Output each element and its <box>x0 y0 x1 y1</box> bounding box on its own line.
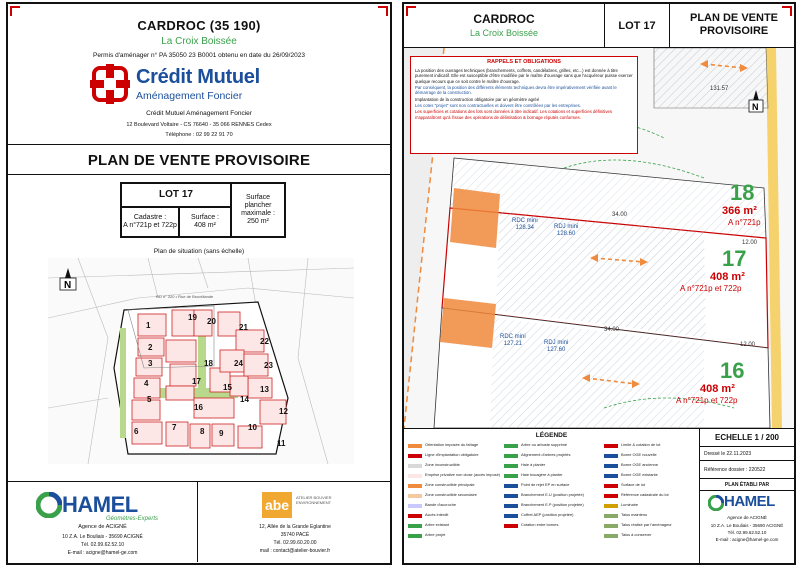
abe-sub: ATELIER BOUVIER ENVIRONNEMENT <box>296 495 332 505</box>
lot-number: 16 <box>194 403 203 412</box>
legend-item: Talus maintenu <box>621 512 648 517</box>
rappel-item: Les cotes "projet" sont non contractuelles et doivent être contrôlées par les entreprises. <box>415 103 581 109</box>
situation-label: Plan de situation (sans échelle) <box>153 248 245 255</box>
lot-number: 2 <box>148 343 153 352</box>
legend-item: Haie à planter <box>521 462 546 467</box>
lot17-number: 17 <box>722 246 747 271</box>
lot-number: 15 <box>223 383 232 392</box>
dimension-label: 12.00 <box>742 240 758 246</box>
commune-title: CARDROC (35 190) <box>137 18 261 33</box>
legend-swatch <box>504 474 518 478</box>
abe-address-2: 35740 PACÉ <box>280 532 310 538</box>
lot-number: 20 <box>207 317 216 326</box>
legend-swatch <box>408 494 422 498</box>
lot-number: 5 <box>147 395 152 404</box>
svg-text:N: N <box>64 280 72 291</box>
legend-item: Borne OGE ancienne <box>621 462 658 467</box>
hamel-name: HAMEL <box>724 493 775 510</box>
legend-item: Ligne d'implantation obligatoire <box>425 452 479 457</box>
legend-swatch <box>604 444 618 448</box>
plan-title: PLAN DE VENTE PROVISOIRE <box>689 12 778 38</box>
legend-swatch <box>604 514 618 518</box>
lot-number: 10 <box>248 423 257 432</box>
legend-swatch <box>504 444 518 448</box>
legend-swatch <box>604 464 618 468</box>
lot-label: LOT 17 <box>121 183 231 207</box>
legend-item: Coffret AEP (position projetée) <box>521 512 574 517</box>
plan-sheet <box>402 2 796 565</box>
lot18-number: 18 <box>730 180 755 205</box>
legend-item: Arbre existant <box>425 522 450 527</box>
legend-swatch <box>408 514 422 518</box>
hamel-phone: Tél. 02.99.62.52.10 <box>727 530 767 535</box>
lot-number: 22 <box>260 337 269 346</box>
hamel-name: HAMEL <box>62 492 138 517</box>
plan-footer <box>404 428 794 563</box>
legend-item: Orientation imposée du faîtage <box>425 442 479 447</box>
dimension-label: 34.00 <box>604 327 620 333</box>
legend-item: Surface de lot <box>621 482 646 487</box>
divider <box>8 144 390 145</box>
lieu-dit: La Croix Boissée <box>161 36 237 47</box>
dimension-label: 12.00 <box>740 342 756 348</box>
legend-item: Cotation entre bornes <box>521 522 559 527</box>
legend-item: Branchement E.U (position projetée) <box>521 492 584 497</box>
legend-item: Zone inconstructible <box>425 462 460 467</box>
legend-item: Zone constructible principale <box>425 482 475 487</box>
crop-mark <box>10 6 20 16</box>
etabli-par: PLAN ÉTABLI PAR <box>700 479 794 491</box>
plan-info <box>700 429 794 563</box>
lot16-number: 16 <box>720 358 745 383</box>
lot-number: 4 <box>144 379 149 388</box>
legend-swatch <box>408 454 422 458</box>
lot-number: 6 <box>134 427 139 436</box>
legend-item: Alignement d'arbres projetés <box>521 452 571 457</box>
surface-plancher: Surface plancher maximale : 250 m² <box>231 183 285 237</box>
hamel-email: E-mail : acigne@hamel-ge.com <box>715 537 779 542</box>
abe-phone: Tél. 02.99.60.20.00 <box>273 540 317 546</box>
legend-item: Luminaire <box>621 502 639 507</box>
hamel-sub: Géomètres-Experts <box>106 516 159 522</box>
crop-mark <box>378 6 388 16</box>
lot-number: 1 <box>146 321 151 330</box>
lot-label: LOT 17 <box>604 4 670 48</box>
legend-item: Emprise privative non close (accès imposé) <box>425 472 501 477</box>
legend-swatch <box>408 534 422 538</box>
hamel-block <box>8 482 198 562</box>
cover-sheet <box>6 2 392 565</box>
legend-swatch <box>504 464 518 468</box>
abe-logo: abe <box>262 492 292 518</box>
legend-swatch <box>604 484 618 488</box>
abe-address-1: 12, Allée de la Grande Eglantine <box>259 524 331 530</box>
lot-number: 23 <box>264 361 273 370</box>
plan-header <box>404 4 794 48</box>
legend-swatch <box>604 524 618 528</box>
lieu-dit: La Croix Boissée <box>469 28 539 38</box>
lot-info-box <box>120 182 286 238</box>
legend-swatch <box>604 504 618 508</box>
credit-mutuel-logo <box>88 64 318 108</box>
legend-swatch <box>604 494 618 498</box>
legend-item: Haie bocagère à planter <box>521 472 563 477</box>
legend-item: Talus réalisé par l'aménageur <box>621 522 672 527</box>
legend-swatch <box>408 444 422 448</box>
surface: Surface : 408 m² <box>179 207 231 237</box>
commune-title: CARDROC <box>473 12 535 26</box>
lot-number: 7 <box>172 423 177 432</box>
legend-swatch <box>504 504 518 508</box>
crop-mark <box>406 6 416 16</box>
lot18-area: 366 m² <box>722 205 757 217</box>
legend-item: Borne OGE existante <box>621 472 658 477</box>
crop-mark <box>782 6 792 16</box>
hamel-email: E-mail : acigne@hamel-ge.com <box>67 550 138 556</box>
hamel-logo-icon <box>36 492 62 518</box>
situation-map <box>48 258 354 464</box>
rappel-item: La position des ouvrages techniques (branchements, coffrets, candélabres, grilles, etc...) est donnée à titre purement indicatif. Elle est susceptible d'être modifiée par le maître d'ouvrage sans que l'acquéreur puisse exercer quelque recours que ce soit contre le maître d'ouvrage. <box>415 67 633 84</box>
rdc-mini-label: RDC mini 128.34 <box>512 218 538 231</box>
cm-phone: Téléphone : 02 99 22 91 70 <box>165 132 233 138</box>
lot-number: 17 <box>192 377 201 386</box>
legend-swatch <box>408 524 422 528</box>
legend-item: Arbre ou arbuste supprimé <box>521 442 568 447</box>
svg-text:N: N <box>752 102 759 112</box>
lot16-area: 408 m² <box>700 383 735 395</box>
hamel-block <box>700 493 794 513</box>
legend-swatch <box>604 454 618 458</box>
rdj-mini-label: RDJ mini 127.60 <box>544 340 569 353</box>
left-footer <box>8 481 390 563</box>
hamel-address: 10 Z.A. Le Bouliais - 35690 ACIGNÉ <box>710 523 784 528</box>
lot-number: 21 <box>239 323 248 332</box>
rdj-mini-label: RDJ mini 128.60 <box>554 224 579 237</box>
rdc-mini-label: RDC mini 127.21 <box>500 334 526 347</box>
legend-swatch <box>408 474 422 478</box>
legend-item: Limite & cotation de lot <box>621 442 661 447</box>
dimension-label: 34.00 <box>612 212 628 218</box>
rappel-item: Implantation de la construction obligatoire par un géomètre agréé <box>415 96 540 102</box>
lot18-cadastre: A n°721p <box>728 218 761 227</box>
legend <box>404 429 700 563</box>
hamel-address: 10 Z.A. Le Bouliais - 35690 ACIGNÉ <box>62 534 143 540</box>
legend-swatch <box>604 474 618 478</box>
cm-address: 12 Boulevard Voltaire - CS 76640 - 35 066 RENNES Cedex <box>126 122 272 128</box>
credit-mutuel-sub: Aménagement Foncier <box>136 90 243 102</box>
lot17-cadastre: A n°721p et 722p <box>680 284 742 293</box>
legend-swatch <box>604 534 618 538</box>
legend-swatch <box>504 514 518 518</box>
lot17-area: 408 m² <box>710 271 745 283</box>
legend-item: Branchement E.P (position projetée) <box>521 502 584 507</box>
plan-title: PLAN DE VENTE PROVISOIRE <box>87 152 311 169</box>
legend-swatch <box>504 484 518 488</box>
plan-drawing <box>404 48 794 428</box>
lot-number: 12 <box>279 407 288 416</box>
legend-item: Point de rejet EP en surface <box>521 482 570 487</box>
lot-number: 3 <box>148 359 153 368</box>
lot-number: 24 <box>234 359 243 368</box>
lot-number: 11 <box>277 439 286 448</box>
legend-swatch <box>408 484 422 488</box>
legend-swatch <box>504 494 518 498</box>
abe-email: mail : contact@atelier-bouvier.fr <box>259 548 331 554</box>
rappels-title: RAPPELS ET OBLIGATIONS <box>487 59 561 65</box>
lot-number: 14 <box>240 395 249 404</box>
lot-number: 19 <box>188 313 197 322</box>
hamel-agence: Agence de ACIGNÉ <box>727 515 767 520</box>
hamel-phone: Tél. 02.99.62.52.10 <box>80 542 125 548</box>
legend-swatch <box>408 504 422 508</box>
legend-item: Talus à conserver <box>621 532 652 537</box>
dimension-label: 131.57 <box>710 86 729 92</box>
legend-title: LÉGENDE <box>535 432 568 439</box>
file-reference: Référence dossier : 220522 <box>700 461 794 479</box>
rappels-obligations <box>410 56 638 154</box>
credit-mutuel-icon <box>88 64 132 104</box>
legend-item: Borne OGE nouvelle <box>621 452 657 457</box>
cm-name: Crédit Mutuel Aménagement Foncier <box>146 110 252 117</box>
legend-swatch <box>408 464 422 468</box>
lot-number: 9 <box>219 429 224 438</box>
credit-mutuel-brand: Crédit Mutuel <box>136 66 260 88</box>
lot-number: 13 <box>260 385 269 394</box>
lot16-cadastre: A n°721p et 722p <box>676 396 738 405</box>
legend-item: Référence cadastrale du lot <box>621 492 669 497</box>
legend-item: Arbre projet <box>425 532 446 537</box>
scale: ECHELLE 1 / 200 <box>700 429 794 447</box>
rappel-item: Par conséquent, la position des différents éléments techniques devra être impérativement vérifiée avant le démarrage de la construction. <box>415 84 617 96</box>
hamel-agence: Agence de ACIGNÉ <box>78 524 127 530</box>
legend-swatch <box>504 454 518 458</box>
legend-swatch <box>504 524 518 528</box>
hamel-logo-icon <box>708 495 724 511</box>
lot-number: 18 <box>204 359 213 368</box>
legend-item: Accès interdit <box>425 512 449 517</box>
road-label: RD n° 220 • Rue de Brocéliande <box>156 294 214 299</box>
abe-block <box>200 482 390 562</box>
date-drawn: Dressé le 22.11.2023 <box>700 447 794 461</box>
lot-number: 8 <box>200 427 205 436</box>
divider <box>8 174 390 175</box>
legend-item: Zone constructible secondaire <box>425 492 477 497</box>
cadastre: Cadastre : A n°721p et 722p <box>121 207 179 237</box>
legend-item: Bande d'accroche <box>425 502 457 507</box>
rappel-item: Les superficies et cotations des lots sont données à titre indicatif. Les cotations et superficies définitives n'apparaîtront qu'à l'issue des opérations de délimitation & bornage réputés conformes. <box>415 109 613 120</box>
permis-text: Permis d'aménager n° PA 35050 23 B0001 obtenu en date du 26/09/2023 <box>93 52 305 59</box>
